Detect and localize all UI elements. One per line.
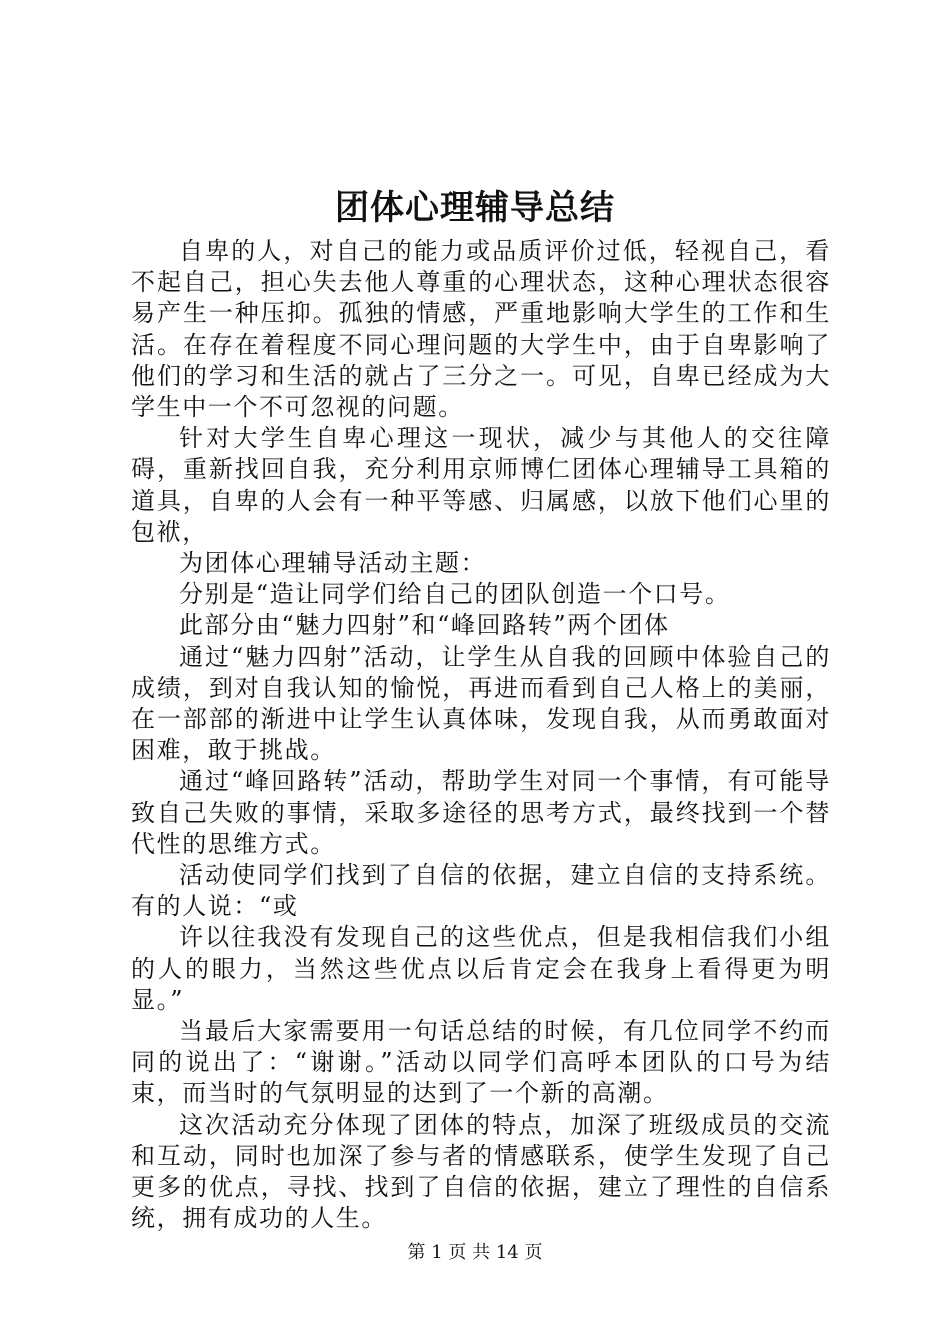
paragraph: 为团体心理辅导活动主题： <box>179 549 487 578</box>
paragraph: 分别是“造让同学们给自己的团队创造一个口号。 <box>179 580 731 609</box>
paragraph: 活动使同学们找到了自信的依据，建立自信的支持系统。有的人说：“或 <box>131 861 831 921</box>
document-body <box>131 236 831 1235</box>
paragraph: 许以往我没有发现自己的这些优点，但是我相信我们小组的人的眼力，当然这些优点以后肯定会在我身上看得更为明显。” <box>131 923 831 1014</box>
paragraph: 当最后大家需要用一句话总结的时候，有几位同学不约而同的说出了：“谢谢。”活动以同学们高呼本团队的口号为结束，而当时的气氛明显的达到了一个新的高潮。 <box>131 1017 831 1108</box>
page-title: 团体心理辅导总结 <box>335 188 615 228</box>
paragraph: 通过“魅力四射”活动，让学生从自我的回顾中体验自己的成绩，到对自我认知的愉悦，再进而看到自己人格上的美丽，在一部部的渐进中让学生认真体味，发现自我，从而勇敢面对困难，敢于挑战。 <box>131 642 831 765</box>
paragraph: 针对大学生自卑心理这一现状，减少与其他人的交往障碍，重新找回自我，充分利用京师博仁团体心理辅导工具箱的道具，自卑的人会有一种平等感、归属感，以放下他们心里的包袱， <box>131 424 831 546</box>
paragraph: 通过“峰回路转”活动，帮助学生对同一个事情，有可能导致自己失败的事情，采取多途径的思考方式，最终找到一个替代性的思维方式。 <box>131 767 831 858</box>
paragraph: 自卑的人，对自己的能力或品质评价过低，轻视自己，看不起自己，担心失去他人尊重的心理状态，这种心理状态很容易产生一种压抑。孤独的情感，严重地影响大学生的工作和生活。在存在着程度不同心理问题的大学生中，由于自卑影响了他们的学习和生活的就占了三分之一。可见，自卑已经成为大学生中一个不可忽视的问题。 <box>131 237 831 422</box>
paragraph: 这次活动充分体现了团体的特点，加深了班级成员的交流和互动，同时也加深了参与者的情感联系，使学生发现了自己更多的优点，寻找、找到了自信的依据，建立了理性的自信系统，拥有成功的人生。 <box>131 1110 831 1233</box>
paragraph: 此部分由“魅力四射”和“峰回路转”两个团体 <box>179 611 670 640</box>
page-number-footer: 第 1 页 共 14 页 <box>407 1242 543 1263</box>
